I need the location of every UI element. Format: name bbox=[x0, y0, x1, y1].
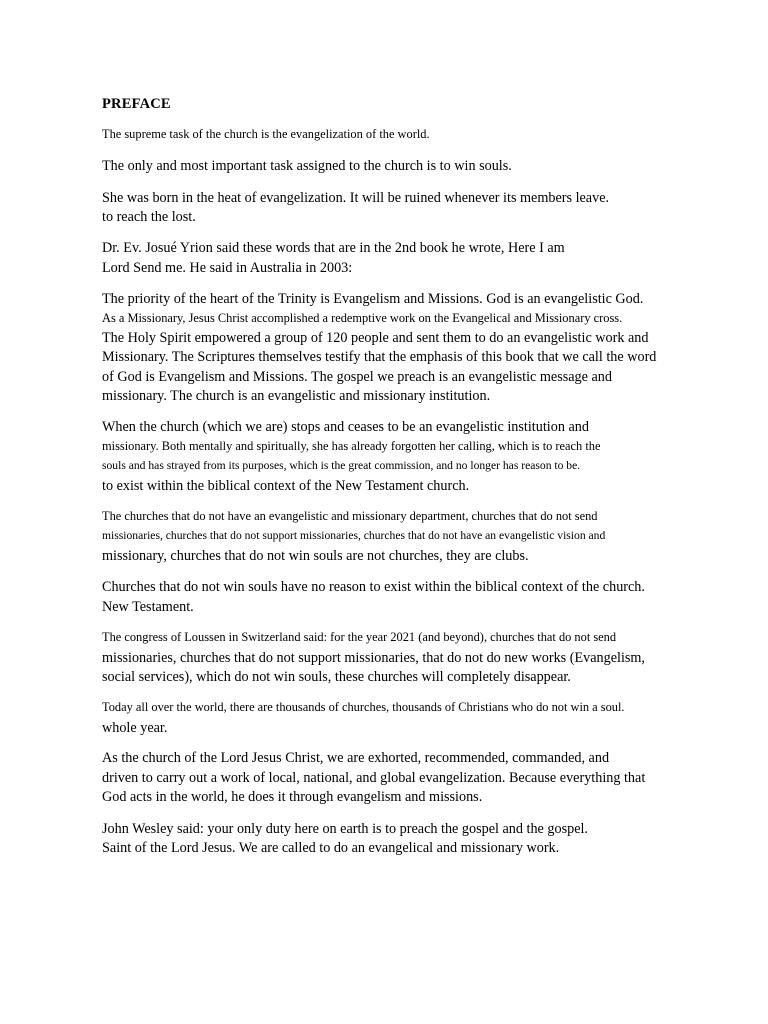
text-line: Churches that do not win souls have no reason to exist within the biblical context of the church. bbox=[102, 579, 645, 595]
text-line: She was born in the heat of evangelization. It will be ruined whenever its members leave. bbox=[102, 190, 610, 206]
text-line: Lord Send me. He said in Australia in 2003: bbox=[102, 260, 353, 276]
text-line: whole year. bbox=[102, 720, 168, 736]
text-line: missionary, churches that do not win souls are not churches, they are clubs. bbox=[102, 548, 529, 564]
text-line: Today all over the world, there are thousands of churches, thousands of Christians who do not win a soul. bbox=[102, 700, 625, 714]
text-line: of God is Evangelism and Missions. The gospel we preach is an evangelistic message and bbox=[102, 369, 612, 385]
text-line: As the church of the Lord Jesus Christ, we are exhorted, recommended, commanded, and bbox=[102, 750, 610, 766]
text-line: The Holy Spirit empowered a group of 120 people and sent them to do an evangelistic work and bbox=[102, 330, 649, 346]
text-line: missionary. The church is an evangelistic and missionary institution. bbox=[102, 388, 491, 404]
text-line: souls and has strayed from its purposes, which is the great commission, and no longer has reason to be. bbox=[102, 459, 581, 472]
text-line: As a Missionary, Jesus Christ accomplished a redemptive work on the Evangelical and Missionary cross. bbox=[102, 311, 623, 325]
text-line: Dr. Ev. Josué Yrion said these words that are in the 2nd book he wrote, Here I am bbox=[102, 240, 565, 256]
text-line: Missionary. The Scriptures themselves testify that the emphasis of this book that we call the word bbox=[102, 349, 657, 365]
preface-heading: PREFACE bbox=[102, 96, 171, 112]
text-line: to exist within the biblical context of the New Testament church. bbox=[102, 478, 470, 494]
text-line: The congress of Loussen in Switzerland said: for the year 2021 (and beyond), churches that do not send bbox=[102, 630, 617, 644]
text-line: to reach the lost. bbox=[102, 209, 196, 225]
text-line: God acts in the world, he does it through evangelism and missions. bbox=[102, 789, 483, 805]
text-line: The supreme task of the church is the evangelization of the world. bbox=[102, 127, 430, 141]
text-line: driven to carry out a work of local, national, and global evangelization. Because everything that bbox=[102, 770, 646, 786]
text-line: John Wesley said: your only duty here on earth is to preach the gospel and the gospel. bbox=[102, 821, 588, 837]
text-line: The priority of the heart of the Trinity is Evangelism and Missions. God is an evangelistic God. bbox=[102, 291, 644, 307]
text-line: Saint of the Lord Jesus. We are called to do an evangelical and missionary work. bbox=[102, 840, 560, 856]
text-line: missionaries, churches that do not support missionaries, churches that do not have an evangelistic vision and bbox=[102, 529, 606, 542]
text-line: The only and most important task assigned to the church is to win souls. bbox=[102, 158, 512, 174]
text-line: social services), which do not win souls, these churches will completely disappear. bbox=[102, 669, 571, 685]
text-line: missionaries, churches that do not support missionaries, that do not do new works (Evangelism, bbox=[102, 650, 645, 666]
text-line: New Testament. bbox=[102, 599, 194, 615]
text-line: When the church (which we are) stops and ceases to be an evangelistic institution and bbox=[102, 419, 589, 435]
text-line: missionary. Both mentally and spiritually, she has already forgotten her calling, which is to reach the bbox=[102, 439, 601, 453]
text-line: The churches that do not have an evangelistic and missionary department, churches that do not send bbox=[102, 509, 598, 523]
